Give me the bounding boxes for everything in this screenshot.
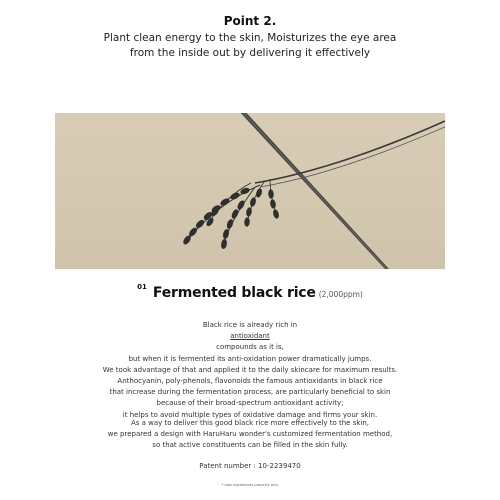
section-concentration: (2,000ppm) <box>318 290 363 299</box>
section-title: Fermented black rice <box>152 285 316 301</box>
patent-number: Patent number : 10-2239470 <box>199 462 301 470</box>
section-heading <box>0 285 500 301</box>
paragraph-line: We took advantage of that and applied it to the daily skincare for maximum results. <box>102 365 398 374</box>
paragraph-line: so that active constituents can be filled in the skin fully. <box>152 441 348 450</box>
point-subtitle <box>40 31 460 61</box>
paragraph-text: Black rice is already rich in <box>202 321 298 329</box>
section-number: 01 <box>137 283 147 291</box>
paragraph-line <box>40 320 460 354</box>
point-title: Point 2. <box>223 14 277 28</box>
point-subtitle-line: Plant clean energy to the skin, Moisturizes the eye area <box>103 32 397 44</box>
footnote: * how ingredients property only <box>221 483 279 487</box>
rice-stem <box>255 121 445 183</box>
paragraph-line: Anthocyanin, poly-phenols, flavonoids the famous antioxidants in black rice <box>117 377 383 386</box>
paragraph-text: compounds as it is, <box>216 343 284 352</box>
point-subtitle-line: from the inside out by delivering it effectively <box>129 47 371 59</box>
antioxidant-underlined: antioxidant <box>230 332 270 341</box>
black-rice-stalk-image <box>55 113 445 269</box>
paragraph-line: it helps to avoid multiple types of oxidative damage and firms your skin. <box>122 410 378 419</box>
description-paragraph-2 <box>40 418 460 452</box>
black-rice-photo <box>55 113 445 269</box>
paragraph-line: As a way to deliver this good black rice more effectively to the skin, <box>130 419 370 427</box>
rice-panicle <box>182 179 279 249</box>
paragraph-line: but when it is fermented its anti-oxidation power dramatically jumps. <box>128 354 372 363</box>
paragraph-line: that increase during the fermentation process, are particularly beneficial to skin <box>109 388 391 397</box>
description-paragraph-1 <box>40 320 460 421</box>
paragraph-line: because of their broad-spectrum antioxidant activity; <box>156 399 344 408</box>
paragraph-line: we prepared a design with HaruHaru wonder's customized fermentation method, <box>107 430 393 439</box>
